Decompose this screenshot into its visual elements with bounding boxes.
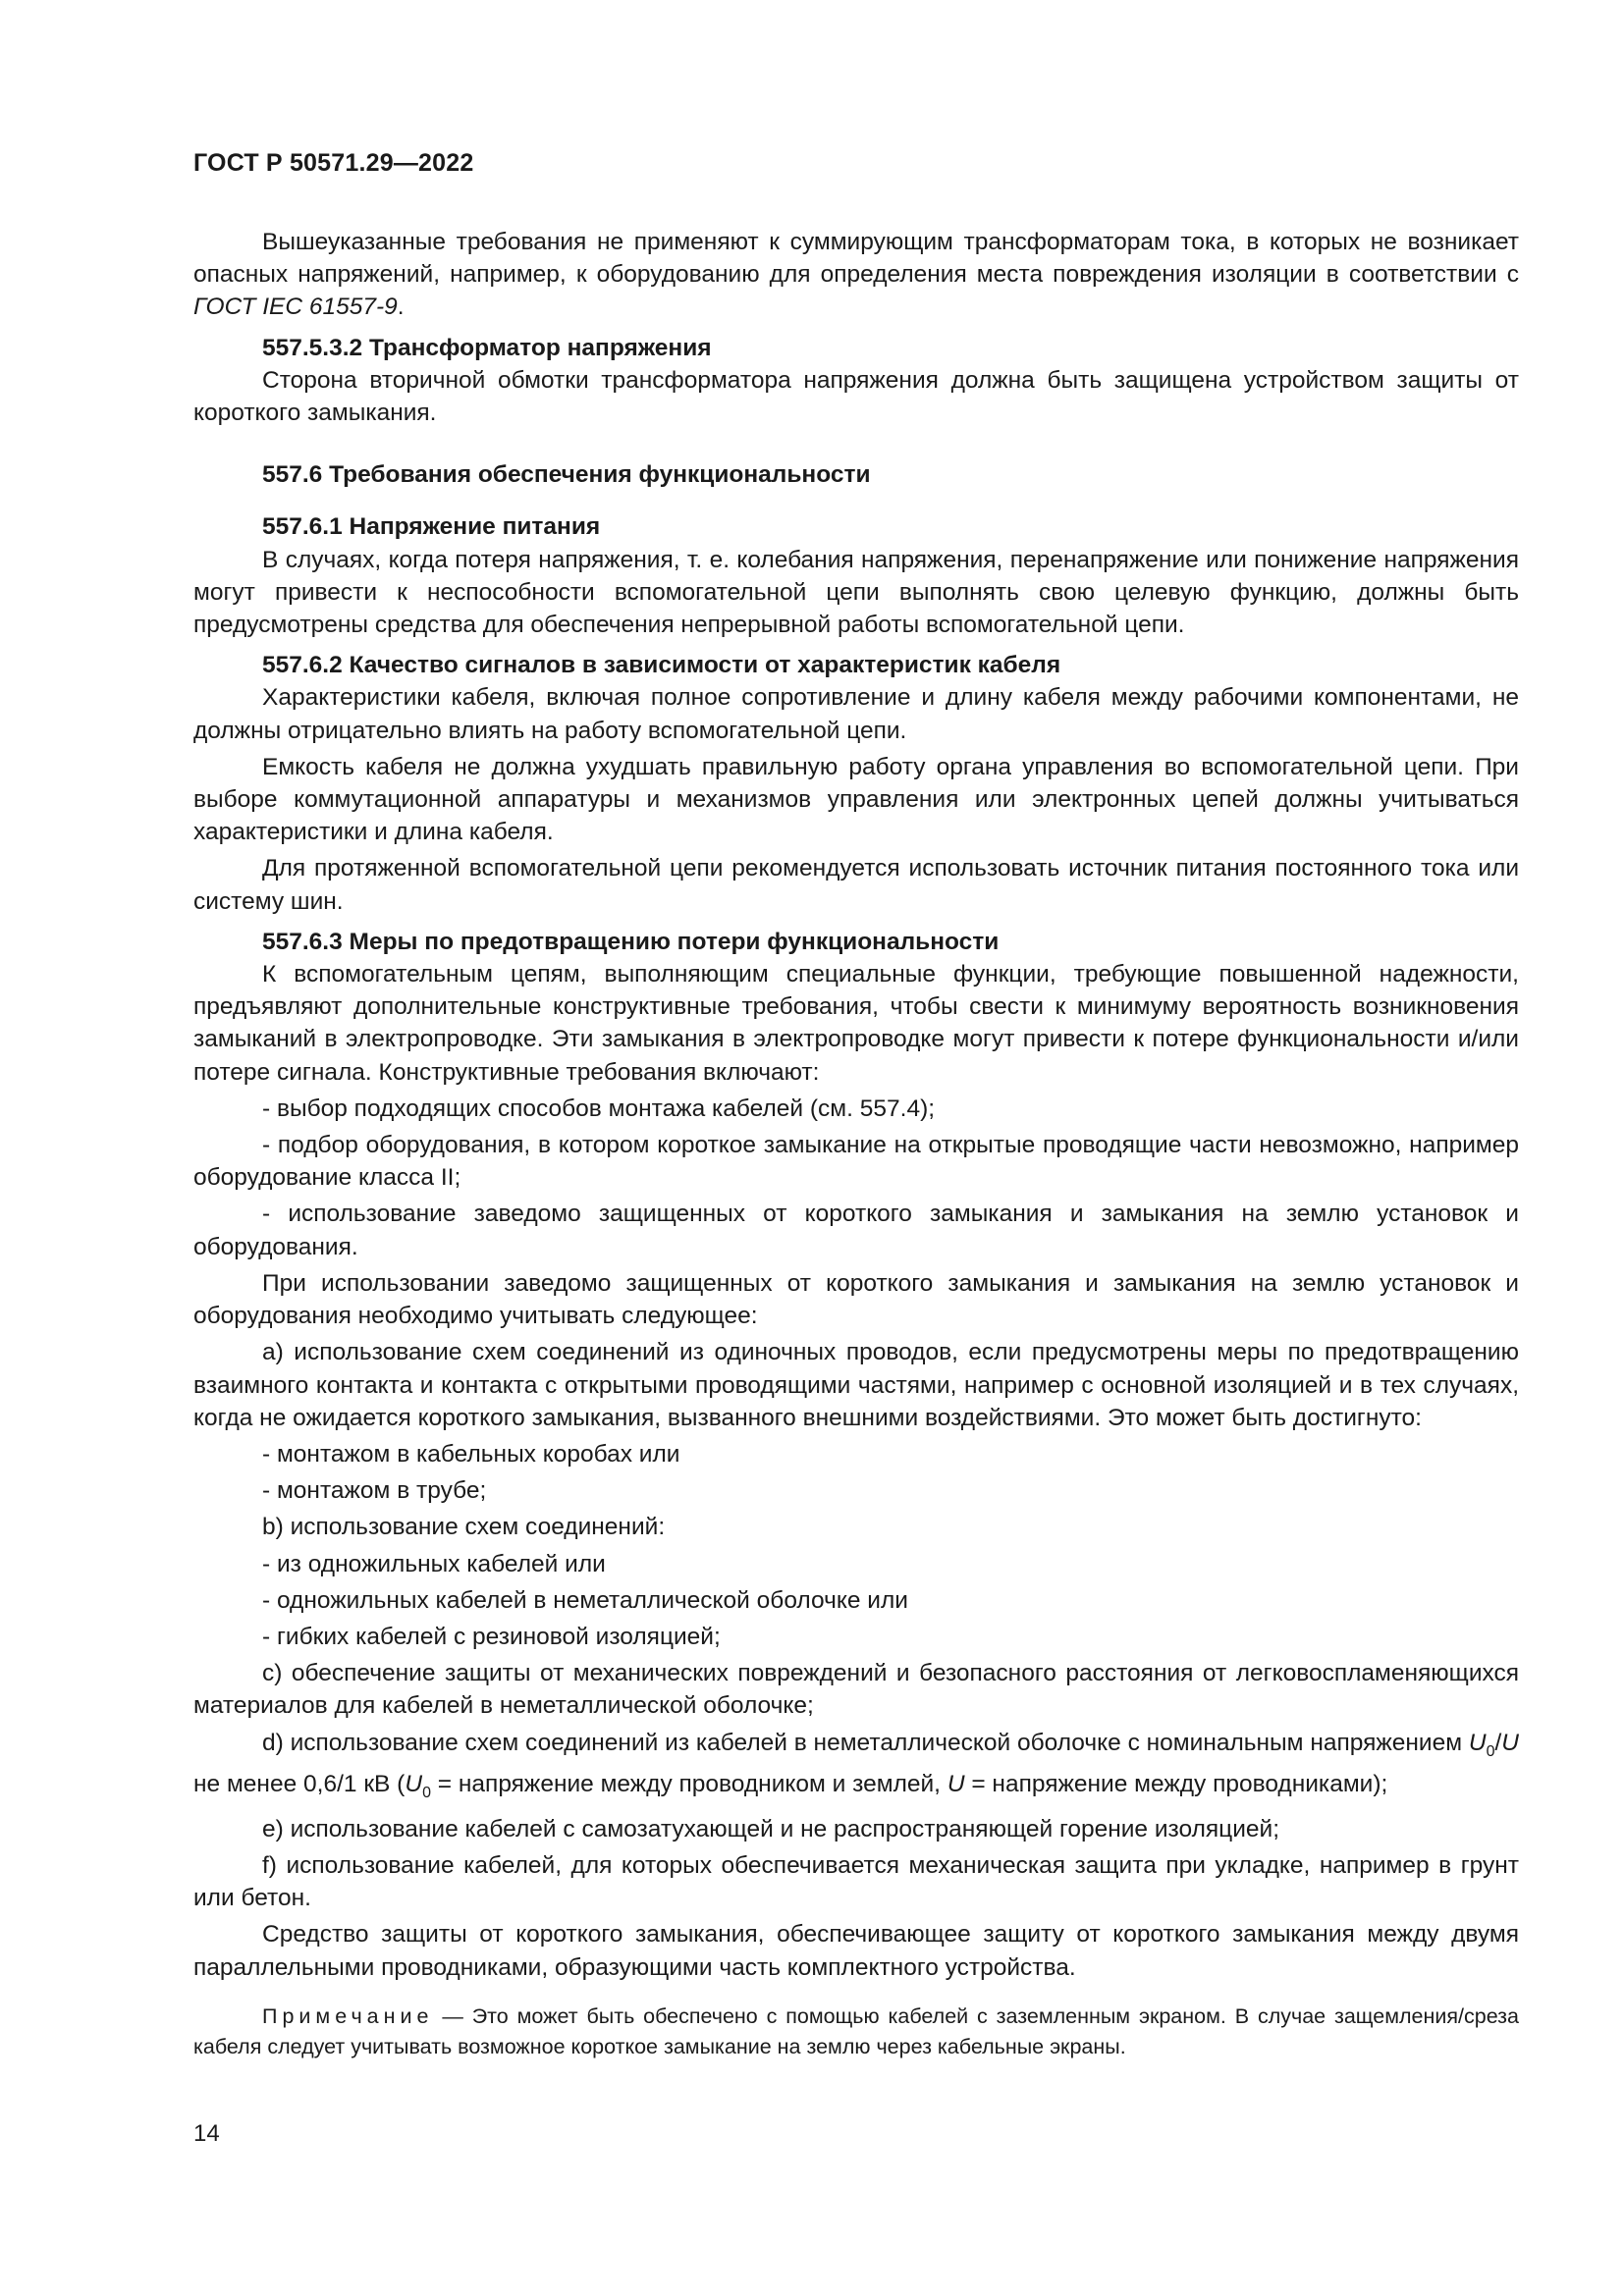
symbol-u: U bbox=[947, 1770, 965, 1797]
symbol-u: U bbox=[1468, 1729, 1487, 1756]
list-item: - монтажом в трубе; bbox=[262, 1477, 487, 1505]
subscript: 0 bbox=[422, 1784, 431, 1801]
list-item: - подбор оборудования, в котором короткое замыкание на открытые проводящие части невозможно, например оборудование класса II; bbox=[193, 1132, 1519, 1192]
list-item-f: f) использование кабелей, для которых обеспечивается механическая защита при укладке, например в грунт или бетон. bbox=[193, 1851, 1519, 1912]
section-heading-557-5-3-2: 557.5.3.2 Трансформатор напряжения bbox=[262, 334, 712, 361]
paragraph bbox=[193, 226, 1519, 324]
list-item: - одножильных кабелей в неметаллической оболочке или bbox=[262, 1586, 908, 1614]
paragraph: Для протяженной вспомогательной цепи рекомендуется использовать источник питания постоянного тока или систему шин. bbox=[193, 855, 1519, 915]
list-item-b: b) использование схем соединений: bbox=[262, 1514, 666, 1541]
page-number: 14 bbox=[193, 2120, 220, 2147]
note bbox=[193, 2002, 1519, 2062]
list-item-c: с) обеспечение защиты от механических повреждений и безопасного расстояния от легковоспламеняющихся материалов для кабелей в неметаллической оболочке; bbox=[193, 1660, 1519, 1720]
paragraph: В случаях, когда потеря напряжения, т. е. колебания напряжения, перенапряжение или понижение напряжения могут привести к неспособности вспомогательной цепи выполнять свою целевую функцию, должны быть предусмотрены средства для обеспечения непрерывной работы вспомогательной цепи. bbox=[193, 546, 1519, 639]
note-label: Примечание bbox=[262, 2003, 434, 2028]
list-item: - из одножильных кабелей или bbox=[262, 1550, 606, 1577]
document-body bbox=[193, 226, 1519, 2062]
list-item: - монтажом в кабельных коробах или bbox=[262, 1440, 680, 1468]
section-heading-557-6-2: 557.6.2 Качество сигналов в зависимости от характеристик кабеля bbox=[262, 652, 1061, 679]
subscript: 0 bbox=[1486, 1742, 1495, 1760]
text: / bbox=[1494, 1729, 1502, 1756]
paragraph: Характеристики кабеля, включая полное сопротивление и длину кабеля между рабочими компонентами, не должны отрицательно влиять на работу вспомогательной цепи. bbox=[193, 684, 1519, 744]
list-item-d bbox=[193, 1727, 1519, 1809]
list-item-e: е) использование кабелей с самозатухающей и не распространяющей горение изоляцией; bbox=[262, 1815, 1279, 1842]
paragraph: Емкость кабеля не должна ухудшать правильную работу органа управления во вспомогательной цепи. При выборе коммутационной аппаратуры и механизмов управления или электронных цепей должны учитываться характеристики и длина кабеля. bbox=[193, 753, 1519, 846]
text: не менее 0,6/1 кВ ( bbox=[193, 1770, 406, 1797]
section-heading-557-6-3: 557.6.3 Меры по предотвращению потери функциональности bbox=[262, 928, 1000, 955]
text: d) использование схем соединений из кабелей в неметаллической оболочке с номинальным напряжением bbox=[262, 1729, 1469, 1756]
list-item: - выбор подходящих способов монтажа кабелей (см. 557.4); bbox=[262, 1095, 936, 1122]
section-heading-557-6: 557.6 Требования обеспечения функциональности bbox=[262, 461, 871, 489]
paragraph: Средство защиты от короткого замыкания, обеспечивающее защиту от короткого замыкания между двумя параллельными проводниками, образующими часть комплектного устройства. bbox=[193, 1921, 1519, 1981]
paragraph-text: . bbox=[397, 294, 405, 321]
paragraph: К вспомогательным цепям, выполняющим специальные функции, требующие повышенной надежности, предъявляют дополнительные конструктивные требования, чтобы свести к минимуму вероятность возникновения замыканий в электропроводке. Эти замыкания в электропроводке могут привести к потере функциональности и/или потере сигнала. Конструктивные требования включают: bbox=[193, 961, 1519, 1086]
paragraph: При использовании заведомо защищенных от короткого замыкания и замыкания на землю установок и оборудования необходимо учитывать следующее: bbox=[193, 1269, 1519, 1330]
symbol-u: U bbox=[1501, 1729, 1519, 1756]
list-item-a: а) использование схем соединений из одиночных проводов, если предусмотрены меры по предотвращению взаимного контакта и контакта с открытыми проводящими частями, например с основной изоляцией и в тех случаях, когда не ожидается короткого замыкания, вызванного внешними воздействиями. Это может быть достигнуто: bbox=[193, 1339, 1519, 1431]
document-header: ГОСТ Р 50571.29—2022 bbox=[193, 149, 474, 177]
text: = напряжение между проводником и землей, bbox=[430, 1770, 947, 1797]
text: = напряжение между проводниками); bbox=[964, 1770, 1388, 1797]
symbol-u: U bbox=[405, 1770, 423, 1797]
standard-reference: ГОСТ IEC 61557-9 bbox=[193, 294, 398, 321]
paragraph-text: Вышеуказанные требования не применяют к суммирующим трансформаторам тока, в которых не возникает опасных напряжений, например, к оборудованию для определения места повреждения изоляции в соответствии с bbox=[193, 229, 1519, 289]
paragraph: Сторона вторичной обмотки трансформатора напряжения должна быть защищена устройством защиты от короткого замыкания. bbox=[193, 366, 1519, 427]
section-heading-557-6-1: 557.6.1 Напряжение питания bbox=[262, 513, 601, 541]
list-item: - гибких кабелей с резиновой изоляцией; bbox=[262, 1623, 721, 1650]
note-text: — Это может быть обеспечено с помощью кабелей с заземленным экраном. В случае защемления/среза кабеля следует учитывать возможное короткое замыкание на землю через кабельные экраны. bbox=[193, 2003, 1519, 2058]
list-item: - использование заведомо защищенных от короткого замыкания и замыкания на землю установок и оборудования. bbox=[193, 1201, 1519, 1260]
